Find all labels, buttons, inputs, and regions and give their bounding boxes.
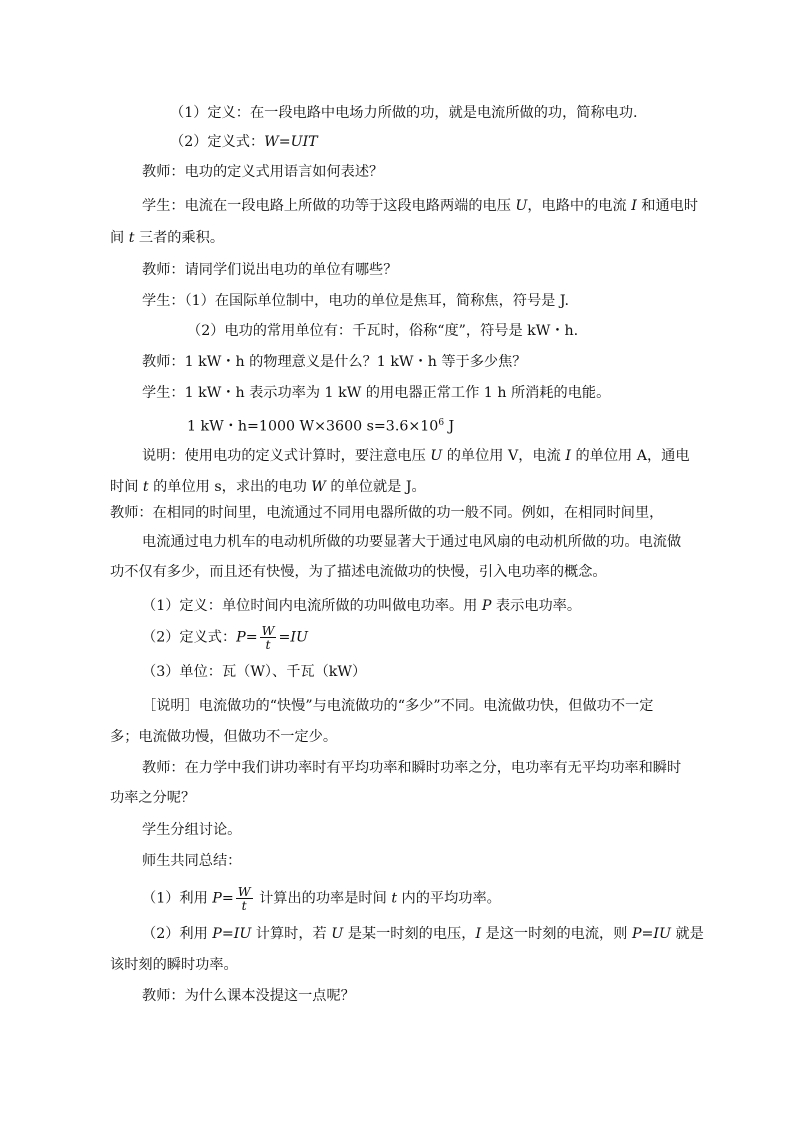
electric-work-definition: （1）定义：在一段电路中电场力所做的功，就是电流所做的功，简称电功. xyxy=(170,105,638,121)
student-answer-kwh: 学生：1 kW・h 表示功率为 1 kW 的用电器正常工作 1 h 所消耗的电能。 xyxy=(142,385,611,401)
student-answer-line-1: 学生：电流在一段电路上所做的功等于这段电路两端的电压 U，电路中的电流 I 和通电时 xyxy=(142,198,699,214)
fraction-w-over-t: $\frac{W}{t}$ xyxy=(261,623,275,652)
electric-work-formula: （2）定义式：W=UIT xyxy=(170,134,318,150)
power-definition: （1）定义：单位时间内电流所做的功叫做电功率。用 P 表示电功率。 xyxy=(142,598,582,614)
student-group-discussion: 学生分组讨论。 xyxy=(142,822,242,838)
teacher-question-formula-language: 教师：电功的定义式用语言如何表述？ xyxy=(142,164,384,180)
note-units-line-1: 说明：使用电功的定义式计算时，要注意电压 U 的单位用 V，电流 I 的单位用 A，通电 xyxy=(142,448,690,464)
note-speed-vs-amount-line-1: ［说明］电流做功的“快慢”与电流做功的“多少”不同。电流做功快，但做功不一定 xyxy=(142,698,654,714)
student-answer-line-2: 间 t 三者的乘积。 xyxy=(110,230,225,246)
summary-average-power: （1）利用 P= $\frac{W}{t}$ 计算出的功率是时间 t 内的平均功率。 xyxy=(142,884,501,913)
kwh-conversion-equation: 1 kW・h=1000 W×3600 $s=3.6\times 10^6$ J xyxy=(187,418,455,435)
summary-instantaneous-power-line-1: （2）利用 P=IU 计算时，若 U 是某一时刻的电压，I 是这一时刻的电流，则 P=IU 就是 xyxy=(142,926,704,942)
note-speed-vs-amount-line-2: 多；电流做功慢，但做功不一定少。 xyxy=(110,729,338,745)
summary-instantaneous-power-line-2: 该时刻的瞬时功率。 xyxy=(110,957,238,973)
student-answer-si-unit: 学生：（1）在国际单位制中，电功的单位是焦耳，简称焦，符号是 J. xyxy=(142,293,569,309)
teacher-question-average-power-line-1: 教师：在力学中我们讲功率时有平均功率和瞬时功率之分，电功率有无平均功率和瞬时 xyxy=(142,760,682,776)
teacher-question-textbook: 教师：为什么课本没提这一点呢？ xyxy=(142,988,355,1004)
teacher-power-intro-line-3: 功不仅有多少，而且还有快慢，为了描述电流做功的快慢，引入电功率的概念。 xyxy=(110,564,607,580)
teacher-question-units: 教师：请同学们说出电功的单位有哪些？ xyxy=(142,262,398,278)
teacher-power-intro-line-2: 电流通过电力机车的电动机所做的功要显著大于通过电风扇的电动机所做的功。电流做 xyxy=(142,534,682,550)
teacher-power-intro-line-1: 教师：在相同的时间里，电流通过不同用电器所做的功一般不同。例如，在相同时间里， xyxy=(110,505,664,521)
note-units-line-2: 时间 t 的单位用 s，求出的电功 W 的单位就是 J。 xyxy=(110,479,426,495)
power-units: （3）单位：瓦（W）、千瓦（kW） xyxy=(142,664,367,680)
fraction-w-over-t: $\frac{W}{t}$ xyxy=(237,884,251,913)
teacher-question-average-power-line-2: 功率之分呢？ xyxy=(110,790,196,806)
power-formula: （2）定义式：P= $\frac{W}{t}$ =IU xyxy=(142,623,308,652)
teacher-question-kwh: 教师：1 kW・h 的物理意义是什么？1 kW・h 等于多少焦？ xyxy=(142,354,527,370)
joint-summary: 师生共同总结： xyxy=(142,853,242,869)
student-answer-common-unit: （2）电功的常用单位有：千瓦时，俗称“度”，符号是 kW・h. xyxy=(187,323,579,339)
